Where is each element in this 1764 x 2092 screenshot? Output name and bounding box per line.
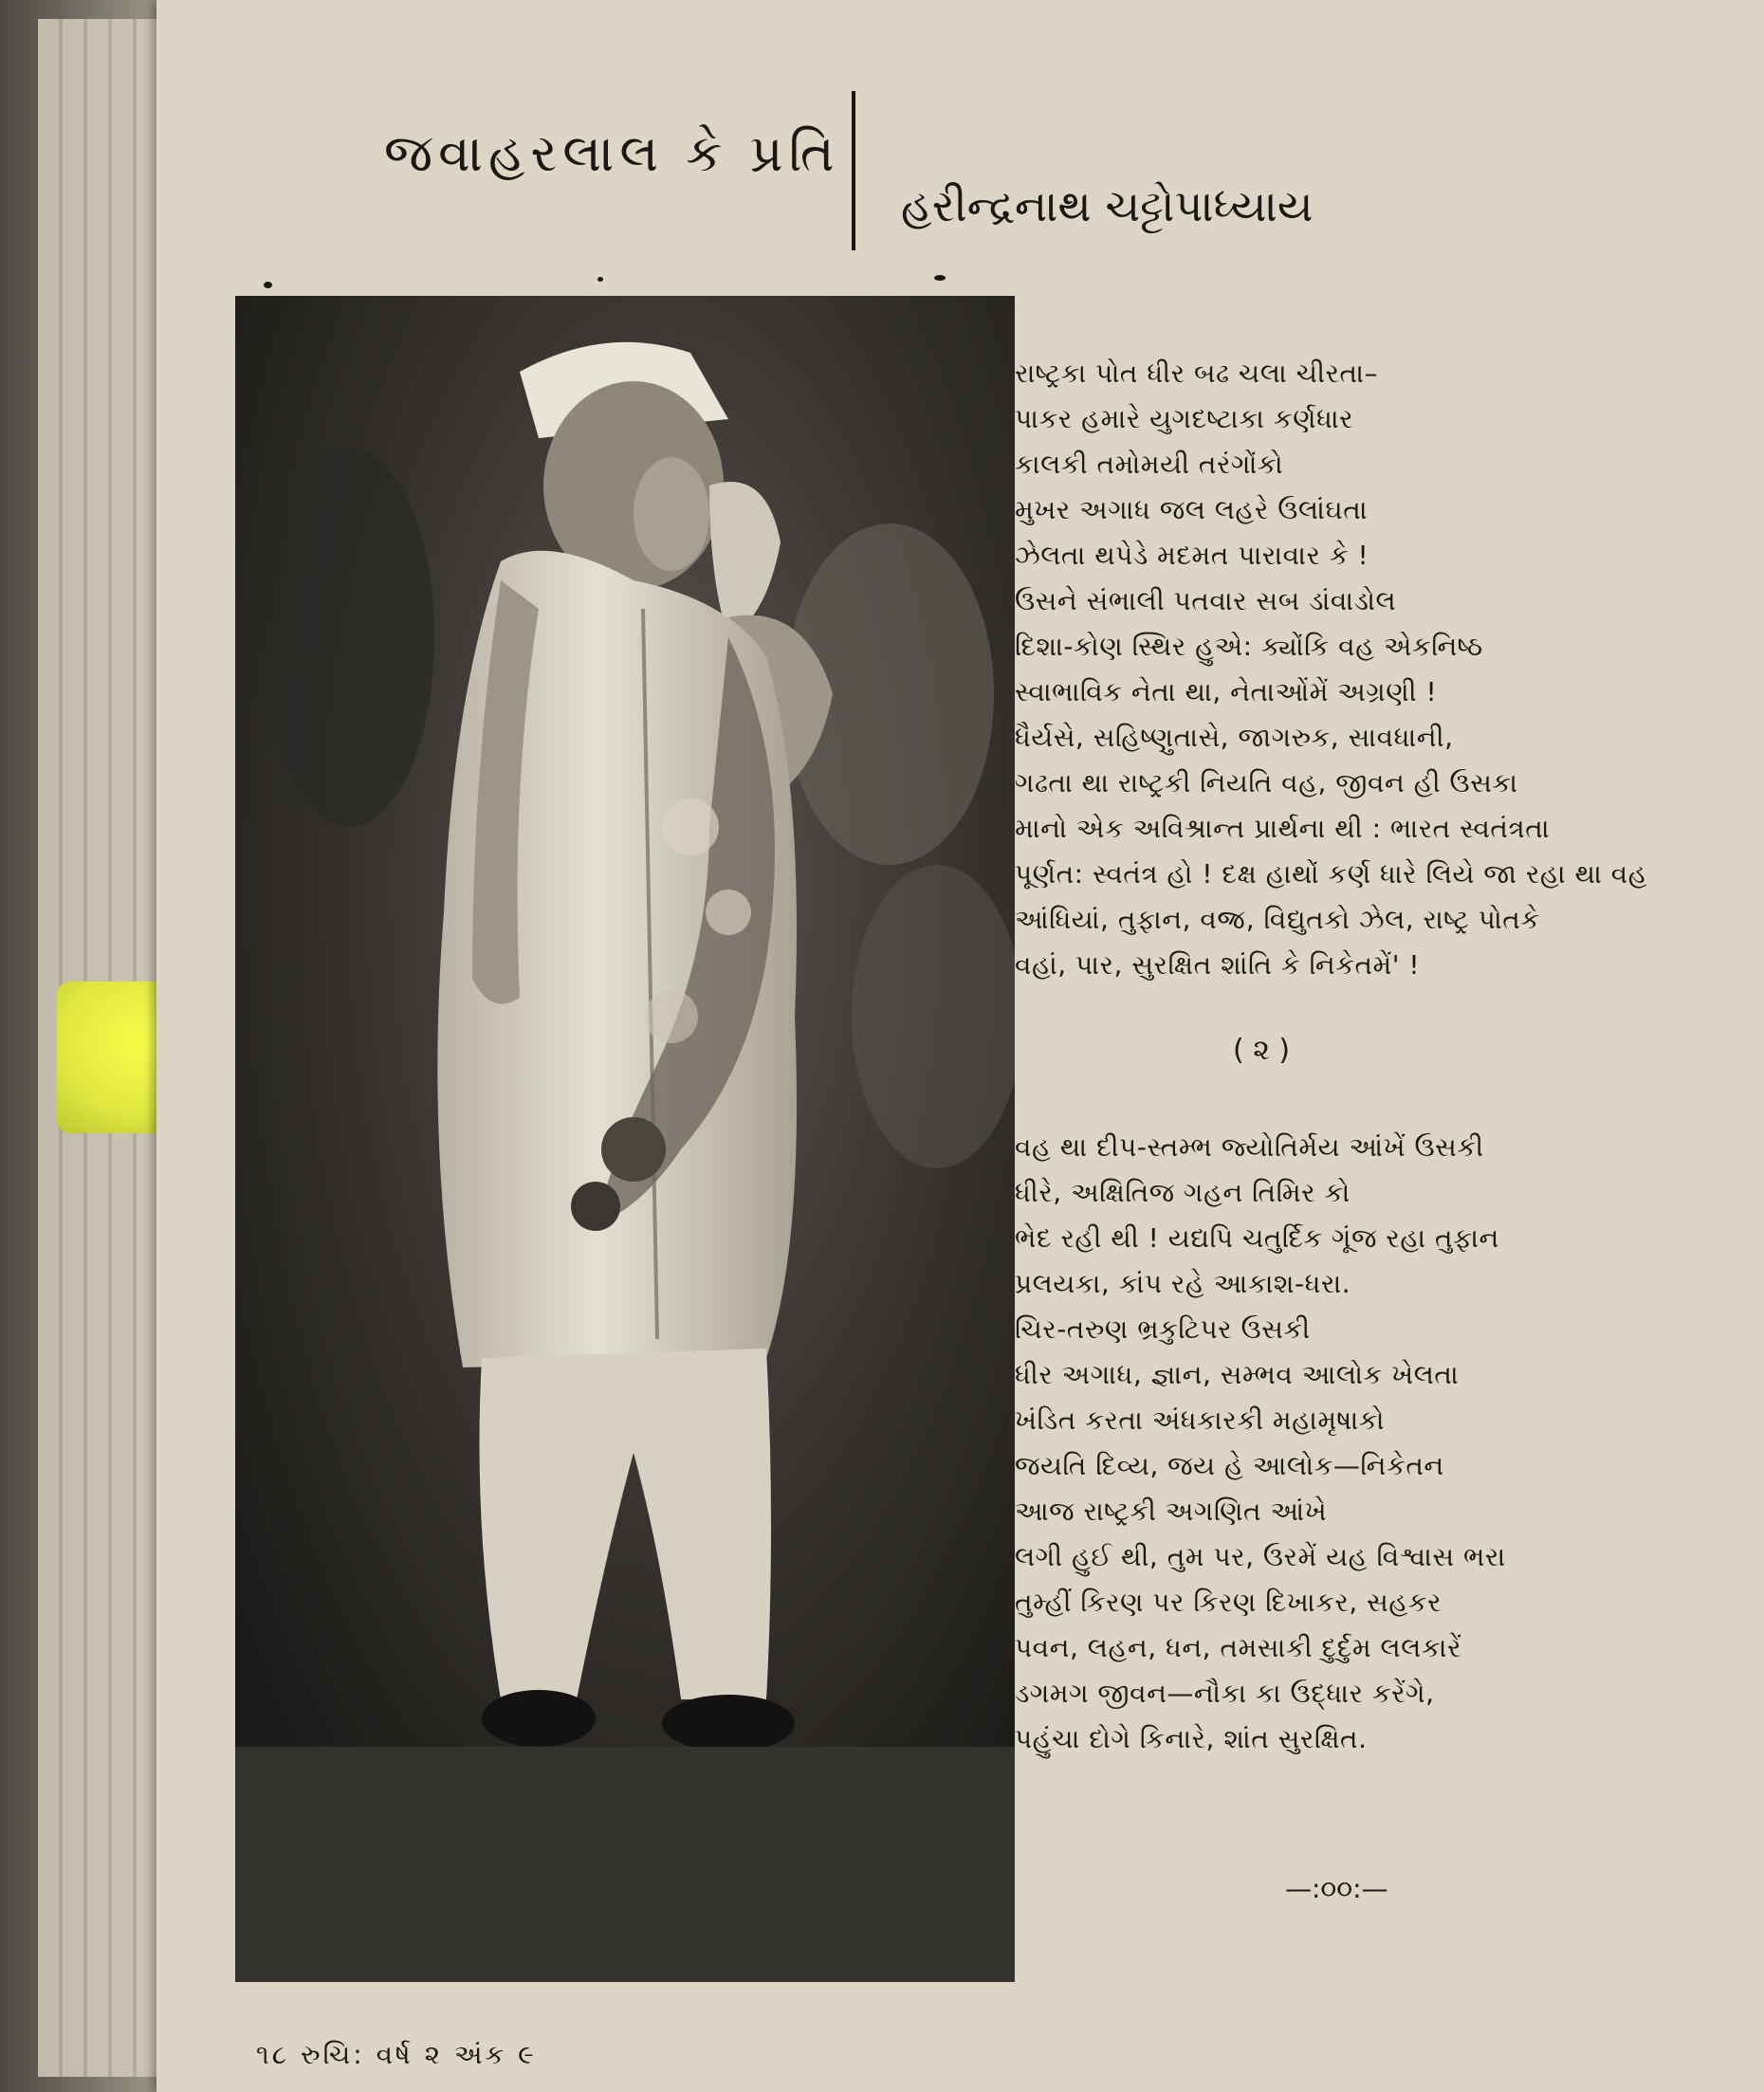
poem-line: ખંડિત કરતા અંધકારકી મહામૃષાકો xyxy=(1015,1404,1385,1436)
poem-line: ઉસને સંભાલી પતવાર સબ ડાંવાડોલ xyxy=(1015,585,1397,616)
poem-line: ગઢતા થા રાષ્ટ્રકી નિયતિ વહ, જીવન હી ઉસકા xyxy=(1015,767,1518,798)
ink-speck xyxy=(264,282,272,288)
poem-line: પહુંચા દોગે કિનારે, શાંત સુરક્ષિત. xyxy=(1015,1723,1368,1754)
poem-line: ડગમગ જીવન—નૌકા કા ઉદ્ધાર કરેંગે, xyxy=(1015,1678,1435,1709)
poem-line: દિશા-કોણ સ્થિર હુએ: ક્યોંકિ વહ એકનિષ્ઠ xyxy=(1015,631,1483,662)
poem-line: પ્રલયકા, કાંપ રહે આકાશ-ધરા. xyxy=(1015,1268,1351,1299)
poem-line: પૂર્ણત: સ્વતંત્ર હો ! દક્ષ હાથોં કર્ણ ધારે લિયે જા રહા થા વહ xyxy=(1015,858,1648,890)
photograph-illustration xyxy=(235,296,1015,1982)
ink-speck xyxy=(934,275,946,281)
poem-line: પવન, લહન, ધન, તમસાકી દુર્દુમ લલકારેં xyxy=(1015,1632,1461,1663)
poem-line: ઝેલતા થપેડે મદમત પારાવાર કે ! xyxy=(1015,540,1369,571)
poem-line: તુમ્હીં કિરણ પર કિરણ દિખાકર, સહકર xyxy=(1015,1587,1442,1618)
poem-column xyxy=(1015,351,1660,1762)
poem-line: ધૈર્યસે, સહિષ્ણુતાસે, જાગરુક, સાવધાની, xyxy=(1015,722,1454,753)
section-number: ( ૨ ) xyxy=(1232,1034,1291,1067)
poem-line: રાષ્ટ્રકા પોત ધીર બઢ ચલા ચીરતા– xyxy=(1015,358,1378,389)
poem-line: માનો એક અવિશ્રાન્ત પ્રાર્થના થી : ભારત સ્વતંત્રતા xyxy=(1015,813,1551,844)
end-ornament: —:૦૦:— xyxy=(1285,1873,1388,1904)
poem-line: ચિર-તરુણ ભ્રકુટિપર ઉસકી xyxy=(1015,1313,1311,1345)
poem-line: ધીરે, અક્ષિતિજ ગહન તિમિર કો xyxy=(1015,1177,1351,1208)
header-divider xyxy=(852,91,855,250)
poem-line: કાલકી તમોમયી તરંગોંકો xyxy=(1015,449,1284,480)
poem-line: લગી હુઈ થી, તુમ પર, ઉરમેં યહ વિશ્વાસ ભરા xyxy=(1015,1541,1506,1572)
article-author: હરીન્દ્રનાથ ચટ્ટોપાધ્યાય xyxy=(901,180,1314,231)
poem-line: આજ રાષ્ટ્રકી અગણિત આંખે xyxy=(1015,1496,1328,1527)
poem-line: ભેદ રહી થી ! યદ્યપિ ચતુર્દિક ગૂંજ રહા તુફાન xyxy=(1015,1222,1499,1254)
ink-speck xyxy=(597,277,603,282)
article-title: જવાહરલાલ કે પ્રતિ xyxy=(384,123,840,183)
poem-line: મુખર અગાધ જલ લહરે ઉલાંઘતા xyxy=(1015,494,1369,525)
poem-line: આંધિયાં, તુફાન, વજ્ર, વિદ્યુતકો ઝેલ, રાષ્ટ્ર પોતકે xyxy=(1015,904,1540,935)
poem-line: વહાં, પાર, સુરક્ષિત શાંતિ કે નિકેતમેં' ! xyxy=(1015,949,1421,981)
page-footer: ૧૮ રુચિ: વર્ષ ૨ અંક ૯ xyxy=(256,2039,537,2070)
poem-line: ધીર અગાધ, જ્ઞાન, સમ્ભવ આલોક ખેલતા xyxy=(1015,1359,1460,1390)
poem-line: જયતિ દિવ્ય, જય હે આલોક—નિકેતન xyxy=(1015,1450,1444,1481)
poem-line: વહ થા દીપ-સ્તમ્ભ જ્યોતિર્મય આંખેં ઉસકી xyxy=(1015,1131,1484,1163)
poem-line: પાકર હમારે યુગદષ્ટાકા કર્ણધાર xyxy=(1015,403,1354,434)
poem-line: સ્વાભાવિક નેતા થા, નેતાઓંમેં અગ્રણી ! xyxy=(1015,676,1438,707)
nehru-photograph xyxy=(235,296,1015,1982)
